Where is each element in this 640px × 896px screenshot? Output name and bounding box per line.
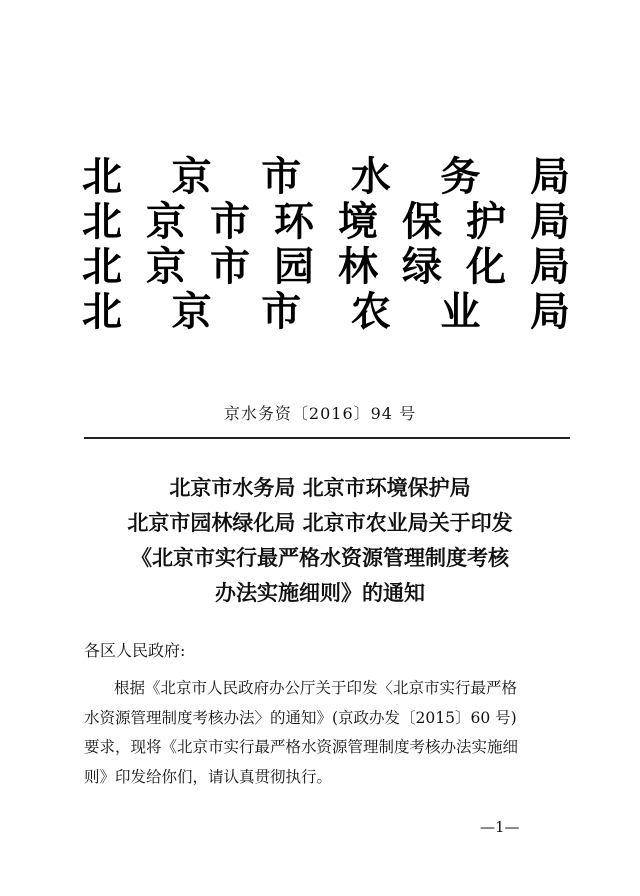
issuer-char: 护 — [466, 199, 506, 245]
issuer-char: 境 — [338, 199, 378, 245]
issuer-char: 京 — [146, 244, 186, 290]
header-divider — [84, 437, 570, 439]
issuer-char: 局 — [530, 244, 570, 290]
title-line: 办法实施细则》的通知 — [215, 581, 425, 605]
document-number: 京水务资〔2016〕94 号 — [223, 404, 417, 423]
issuer-char: 局 — [530, 199, 570, 245]
issuer-char: 市 — [261, 289, 302, 335]
issuer-char: 环 — [274, 199, 314, 245]
issuer-char: 京 — [171, 289, 212, 335]
issuer-char: 市 — [261, 154, 302, 200]
issuer-water-affairs-bureau — [82, 155, 570, 200]
issuer-char: 园 — [274, 244, 314, 290]
title-line: 北京市园林绿化局 北京市农业局关于印发 — [127, 511, 513, 535]
issuer-char: 务 — [440, 154, 481, 200]
issuer-agriculture-bureau — [82, 290, 570, 335]
body-line: 水资源管理制度考核办法〉的通知》(京政办发〔2015〕60 号) — [84, 708, 517, 727]
body-line: 则》印发给你们，请认真贯彻执行。 — [84, 767, 333, 786]
body-line: 根据《北京市人民政府办公厅关于印发〈北京市实行最严格 — [114, 679, 518, 697]
issuer-char: 保 — [402, 199, 442, 245]
title-line: 《北京市实行最严格水资源管理制度考核 — [131, 546, 509, 570]
issuer-char: 水 — [350, 154, 391, 200]
issuer-char: 北 — [82, 154, 122, 200]
issuer-char: 绿 — [402, 244, 442, 290]
issuer-environmental-protection-bureau — [82, 200, 570, 245]
body-paragraph — [84, 674, 574, 792]
issuer-char: 北 — [82, 199, 122, 245]
issuer-char: 化 — [466, 244, 506, 290]
issuer-char: 市 — [210, 199, 250, 245]
issuer-char: 北 — [82, 289, 122, 335]
issuer-char: 京 — [146, 199, 186, 245]
issuing-agencies-header — [82, 155, 570, 335]
issuer-char: 业 — [440, 289, 481, 335]
issuer-char: 北 — [82, 244, 122, 290]
addressee: 各区人民政府: — [84, 641, 186, 660]
body-line: 要求，现将《北京市实行最严格水资源管理制度考核办法实施细 — [84, 738, 519, 756]
issuer-char: 京 — [171, 154, 212, 200]
title-line: 北京市水务局 北京市环境保护局 — [169, 476, 471, 500]
issuer-char: 市 — [210, 244, 250, 290]
issuer-landscaping-bureau — [82, 245, 570, 290]
page-number: —1— — [480, 818, 520, 836]
issuer-char: 农 — [350, 289, 391, 335]
issuer-char: 局 — [529, 289, 570, 335]
issuer-char: 林 — [338, 244, 378, 290]
issuer-char: 局 — [529, 154, 570, 200]
document-title — [0, 471, 640, 611]
